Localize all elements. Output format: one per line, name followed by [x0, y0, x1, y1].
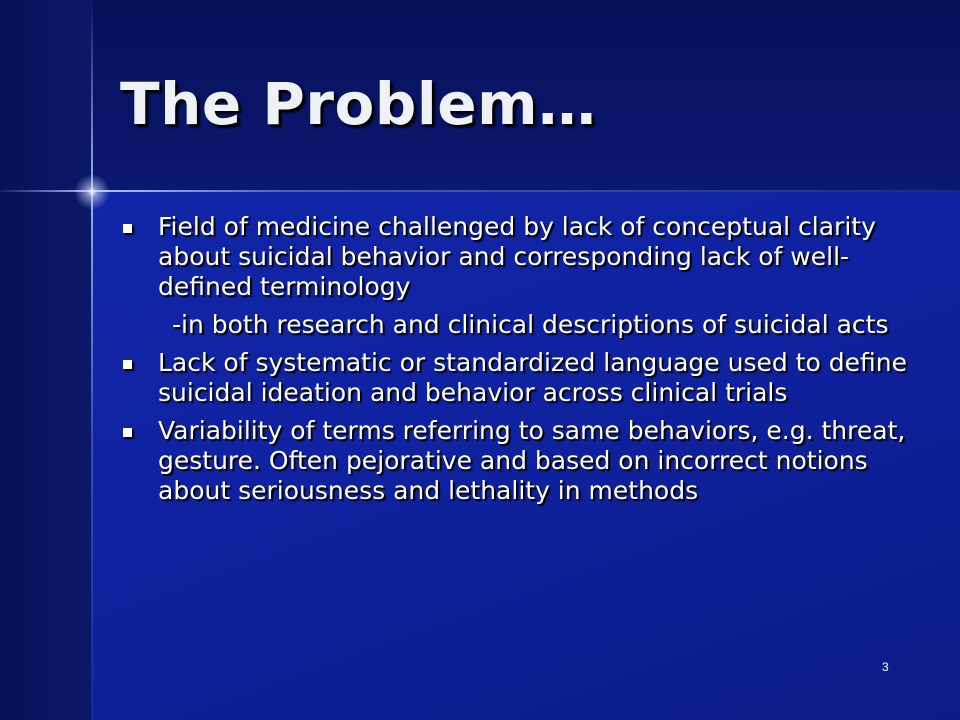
bullet-item-3	[120, 416, 920, 506]
bullet-text-3: Variability of terms referring to same behaviors, e.g. threat, gesture. Often pejorative and based on incorrect notions about seriousness and lethality in methods	[158, 416, 906, 505]
square-bullet-icon	[123, 360, 132, 369]
square-bullet-icon	[123, 224, 132, 233]
left-background-band	[0, 0, 92, 720]
bullet-item-1	[120, 212, 920, 302]
bullet-item-2	[120, 348, 920, 408]
square-bullet-icon	[123, 428, 132, 437]
light-flare-decoration	[74, 174, 110, 210]
bullet-text-1: Field of medicine challenged by lack of conceptual clarity about suicidal behavior and corresponding lack of well-defined terminology	[158, 212, 876, 301]
bullet-text-2: Lack of systematic or standardized language used to define suicidal ideation and behavior across clinical trials	[158, 348, 907, 407]
vertical-light-line	[91, 0, 93, 720]
horizontal-light-line	[0, 190, 960, 192]
page-number: 3	[882, 660, 889, 674]
slide-title: The Problem…	[120, 70, 597, 138]
bullet-list	[120, 212, 920, 514]
sub-point: -in both research and clinical descriptions of suicidal acts	[172, 310, 889, 339]
